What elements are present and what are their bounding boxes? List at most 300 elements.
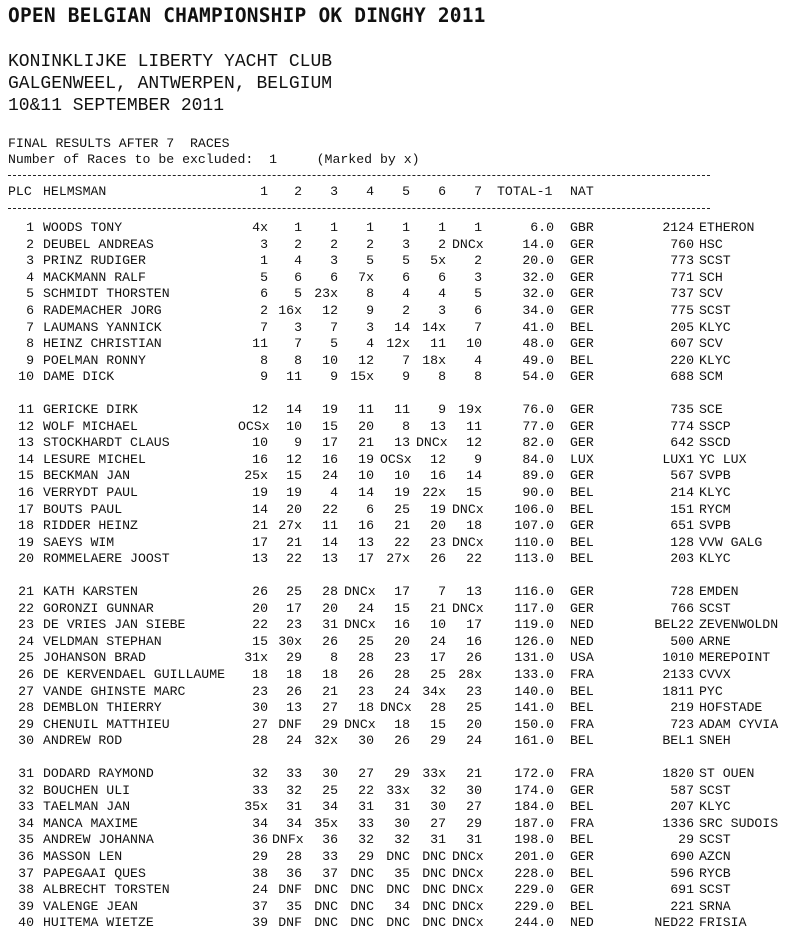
cell-club: SNEH	[699, 733, 731, 749]
cell-race-3: DNC	[314, 915, 338, 931]
cell-race-6: 7	[438, 584, 446, 599]
cell-race-3: 8	[330, 650, 338, 666]
cell-nat: BEL	[570, 865, 594, 881]
cell-race-6: 3	[438, 303, 446, 318]
cell-race-7: 9	[474, 451, 482, 467]
cell-race-5: 6	[402, 269, 410, 285]
cell-race-6: 31	[430, 832, 446, 848]
cell-sail-number: 1820	[662, 766, 694, 781]
cell-race-2: 24	[286, 733, 302, 749]
cell-helmsman: HEINZ CHRISTIAN	[43, 336, 162, 352]
cell-race-7: 7	[474, 319, 482, 335]
cell-sail-number: 775	[670, 303, 694, 318]
cell-race-4: 31	[358, 799, 374, 815]
cell-sail-number: 214	[670, 485, 694, 500]
col-race-4: 4	[366, 184, 374, 199]
cell-sail-number: 723	[670, 716, 694, 732]
cell-race-4: 33	[358, 815, 374, 831]
cell-race-4: 17	[358, 551, 374, 567]
cell-race-5: 16	[394, 617, 410, 633]
col-plc: PLC	[8, 184, 32, 199]
cell-race-6: 19	[430, 501, 446, 517]
cell-race-7: 31	[466, 832, 482, 848]
cell-race-7: 20	[466, 716, 482, 732]
cell-nat: LUX	[570, 451, 594, 467]
cell-total: 117.0	[514, 600, 554, 616]
cell-sail-number: 766	[670, 600, 694, 616]
cell-nat: BEL	[570, 501, 594, 517]
cell-race-5: 11	[394, 402, 410, 417]
cell-race-4: 28	[358, 650, 374, 666]
cell-total: 6.0	[530, 220, 554, 235]
cell-plc: 37	[18, 865, 34, 881]
cell-club: CVVX	[699, 667, 731, 682]
cell-sail-number: 219	[670, 700, 694, 716]
cell-race-2: 35	[286, 898, 302, 914]
cell-race-7: 23	[466, 683, 482, 699]
cell-total: 14.0	[522, 236, 554, 252]
cell-race-6: 29	[430, 733, 446, 749]
cell-race-5: 4	[402, 286, 410, 302]
cell-nat: FRA	[570, 815, 594, 831]
cell-race-5: OCSx	[380, 451, 412, 467]
cell-race-7: DNCx	[452, 236, 484, 252]
cell-race-1: 27	[252, 716, 268, 732]
cell-race-3: 12	[322, 303, 338, 318]
cell-race-3: DNC	[314, 898, 338, 914]
cell-total: 84.0	[522, 451, 554, 467]
cell-race-7: 14	[466, 468, 482, 484]
table-row	[0, 452, 800, 468]
cell-race-2: 7	[294, 336, 302, 352]
cell-race-5: 35	[394, 865, 410, 881]
cell-race-3: 36	[322, 832, 338, 848]
cell-helmsman: GERICKE DIRK	[43, 402, 138, 417]
cell-race-5: 10	[394, 468, 410, 484]
cell-race-3: 21	[322, 683, 338, 699]
cell-race-3: 34	[322, 799, 338, 815]
cell-race-2: DNF	[278, 915, 302, 931]
cell-race-4: 26	[358, 667, 374, 682]
col-race-3: 3	[330, 184, 338, 199]
cell-race-6: 27	[430, 815, 446, 831]
cell-club: KLYC	[699, 319, 731, 335]
cell-race-4: DNCx	[344, 584, 376, 599]
cell-total: 198.0	[514, 832, 554, 848]
cell-total: 187.0	[514, 815, 554, 831]
cell-race-3: 23x	[314, 286, 338, 302]
cell-club: SSCD	[699, 435, 731, 451]
cell-total: 150.0	[514, 716, 554, 732]
table-row	[0, 799, 800, 815]
cell-race-6: 6	[438, 269, 446, 285]
cell-sail-number: 737	[670, 286, 694, 302]
table-row	[0, 320, 800, 336]
cell-race-6: 25	[430, 667, 446, 682]
cell-race-6: DNC	[422, 849, 446, 864]
table-row	[0, 303, 800, 319]
cell-race-4: 10	[358, 468, 374, 484]
cell-race-5: 2	[402, 303, 410, 318]
cell-race-1: 26	[252, 584, 268, 599]
cell-helmsman: CHENUIL MATTHIEU	[43, 716, 170, 732]
table-row	[0, 766, 800, 782]
cell-club: FRISIA	[699, 915, 747, 931]
cell-race-7: 8	[474, 369, 482, 385]
cell-race-5: 22	[394, 534, 410, 550]
cell-race-6: 2	[438, 236, 446, 252]
cell-race-4: 13	[358, 534, 374, 550]
cell-plc: 28	[18, 700, 34, 716]
cell-plc: 21	[18, 584, 34, 599]
cell-helmsman: ANDREW ROD	[43, 733, 123, 749]
cell-plc: 25	[18, 650, 34, 666]
cell-race-5: 34	[394, 898, 410, 914]
cell-race-2: 33	[286, 766, 302, 781]
cell-total: 244.0	[514, 915, 554, 931]
cell-race-4: DNC	[350, 882, 374, 898]
cell-race-7: 15	[466, 485, 482, 500]
cell-club: KLYC	[699, 799, 731, 815]
cell-race-6: 1	[438, 220, 446, 235]
cell-nat: GER	[570, 336, 594, 352]
cell-helmsman: BOUCHEN ULI	[43, 782, 131, 798]
cell-race-2: 2	[294, 236, 302, 252]
table-row	[0, 353, 800, 369]
header-divider-bottom	[8, 208, 710, 209]
table-row	[0, 518, 800, 534]
cell-race-7: DNCx	[452, 501, 484, 517]
cell-sail-number: 774	[670, 418, 694, 434]
cell-race-3: 19	[322, 402, 338, 417]
cell-race-5: DNC	[386, 849, 410, 864]
cell-nat: GBR	[570, 220, 594, 235]
cell-total: 34.0	[522, 303, 554, 318]
cell-race-2: 27x	[278, 518, 302, 534]
cell-helmsman: VERRYDT PAUL	[43, 485, 138, 500]
cell-race-7: 18	[466, 518, 482, 534]
cell-race-3: 14	[322, 534, 338, 550]
cell-race-3: 28	[322, 584, 338, 599]
cell-race-6: 13	[430, 418, 446, 434]
cell-nat: BEL	[570, 700, 594, 716]
cell-total: 140.0	[514, 683, 554, 699]
cell-race-6: 22x	[422, 485, 446, 500]
cell-total: 116.0	[514, 584, 554, 599]
cell-total: 113.0	[514, 551, 554, 567]
cell-race-2: 23	[286, 617, 302, 633]
cell-sail-number: 771	[670, 269, 694, 285]
cell-race-3: 24	[322, 468, 338, 484]
cell-sail-number: 500	[670, 633, 694, 649]
cell-race-5: 1	[402, 220, 410, 235]
cell-race-5: 19	[394, 485, 410, 500]
cell-race-5: 30	[394, 815, 410, 831]
cell-nat: GER	[570, 584, 594, 599]
cell-race-3: 18	[322, 667, 338, 682]
table-row	[0, 899, 800, 915]
cell-race-1: 2	[260, 303, 268, 318]
cell-helmsman: ALBRECHT TORSTEN	[43, 882, 170, 898]
cell-race-6: 33x	[422, 766, 446, 781]
cell-race-1: OCSx	[238, 418, 270, 434]
cell-race-5: 5	[402, 253, 410, 269]
table-row	[0, 650, 800, 666]
cell-race-2: 12	[286, 451, 302, 467]
cell-race-2: 25	[286, 584, 302, 599]
cell-race-5: 15	[394, 600, 410, 616]
table-row	[0, 584, 800, 600]
cell-race-6: 15	[430, 716, 446, 732]
table-row	[0, 502, 800, 518]
table-row	[0, 286, 800, 302]
cell-race-1: 13	[252, 551, 268, 567]
cell-race-4: 16	[358, 518, 374, 534]
cell-club: MEREPOINT	[699, 650, 771, 666]
cell-race-6: 28	[430, 700, 446, 716]
cell-race-1: 19	[252, 485, 268, 500]
cell-race-3: 3	[330, 253, 338, 269]
cell-nat: GER	[570, 369, 594, 385]
cell-race-3: 33	[322, 849, 338, 864]
cell-sail-number: 1811	[662, 683, 694, 699]
cell-plc: 8	[26, 336, 34, 352]
cell-total: 77.0	[522, 418, 554, 434]
cell-total: 32.0	[522, 269, 554, 285]
table-row	[0, 866, 800, 882]
cell-race-2: 26	[286, 683, 302, 699]
cell-race-2: 13	[286, 700, 302, 716]
cell-race-4: 9	[366, 303, 374, 318]
cell-sail-number: 688	[670, 369, 694, 385]
cell-sail-number: 29	[678, 832, 694, 848]
cell-race-7: 24	[466, 733, 482, 749]
cell-nat: NED	[570, 617, 594, 633]
cell-race-3: 25	[322, 782, 338, 798]
cell-plc: 12	[18, 418, 34, 434]
cell-plc: 31	[18, 766, 34, 781]
cell-helmsman: SCHMIDT THORSTEN	[43, 286, 170, 302]
cell-sail-number: 128	[670, 534, 694, 550]
cell-total: 228.0	[514, 865, 554, 881]
table-row	[0, 369, 800, 385]
table-row	[0, 419, 800, 435]
cell-sail-number: 220	[670, 352, 694, 368]
cell-club: HOFSTADE	[699, 700, 763, 716]
cell-club: SVPB	[699, 468, 731, 484]
table-row	[0, 717, 800, 733]
cell-club: SRNA	[699, 898, 731, 914]
cell-helmsman: VELDMAN STEPHAN	[43, 633, 162, 649]
cell-sail-number: 651	[670, 518, 694, 534]
cell-race-5: 21	[394, 518, 410, 534]
cell-race-4: 32	[358, 832, 374, 848]
cell-plc: 24	[18, 633, 34, 649]
cell-helmsman: DODARD RAYMOND	[43, 766, 154, 781]
cell-race-2: DNF	[278, 716, 302, 732]
cell-total: 32.0	[522, 286, 554, 302]
cell-race-2: 11	[286, 369, 302, 385]
cell-nat: USA	[570, 650, 594, 666]
cell-plc: 9	[26, 352, 34, 368]
cell-club: SVPB	[699, 518, 731, 534]
cell-sail-number: 151	[670, 501, 694, 517]
cell-club: SCST	[699, 882, 731, 898]
club-name: KONINKLIJKE LIBERTY YACHT CLUB	[8, 52, 333, 72]
cell-race-5: 27x	[386, 551, 410, 567]
cell-race-3: DNC	[314, 882, 338, 898]
cell-race-1: 30	[252, 700, 268, 716]
cell-total: 89.0	[522, 468, 554, 484]
cell-sail-number: 203	[670, 551, 694, 567]
cell-race-1: 37	[252, 898, 268, 914]
cell-plc: 17	[18, 501, 34, 517]
cell-race-7: DNCx	[452, 882, 484, 898]
cell-helmsman: LESURE MICHEL	[43, 451, 146, 467]
cell-race-6: 32	[430, 782, 446, 798]
cell-helmsman: RADEMACHER JORG	[43, 303, 162, 318]
cell-nat: GER	[570, 849, 594, 864]
cell-total: 229.0	[514, 898, 554, 914]
cell-race-1: 6	[260, 286, 268, 302]
cell-race-5: DNC	[386, 882, 410, 898]
cell-race-5: 26	[394, 733, 410, 749]
col-race-7: 7	[474, 184, 482, 199]
cell-club: RYCM	[699, 501, 731, 517]
cell-club: SCM	[699, 369, 723, 385]
cell-race-6: 21	[430, 600, 446, 616]
cell-sail-number: 690	[670, 849, 694, 864]
cell-nat: BEL	[570, 551, 594, 567]
cell-club: KLYC	[699, 352, 731, 368]
page-title: OPEN BELGIAN CHAMPIONSHIP OK DINGHY 2011	[8, 4, 486, 27]
cell-helmsman: ANDREW JOHANNA	[43, 832, 154, 848]
cell-race-1: 14	[252, 501, 268, 517]
cell-race-1: 23	[252, 683, 268, 699]
cell-club: ADAM CYVIA	[699, 716, 779, 732]
cell-club: SCV	[699, 336, 723, 352]
cell-race-6: 9	[438, 402, 446, 417]
cell-plc: 30	[18, 733, 34, 749]
cell-sail-number: 691	[670, 882, 694, 898]
cell-race-5: DNC	[386, 915, 410, 931]
cell-race-7: 6	[474, 303, 482, 318]
cell-race-4: 1	[366, 220, 374, 235]
cell-race-4: 7x	[358, 269, 374, 285]
cell-plc: 10	[18, 369, 34, 385]
cell-race-1: 38	[252, 865, 268, 881]
cell-race-2: 4	[294, 253, 302, 269]
cell-race-6: 16	[430, 468, 446, 484]
cell-plc: 1	[26, 220, 34, 235]
cell-race-1: 28	[252, 733, 268, 749]
cell-race-5: 3	[402, 236, 410, 252]
cell-race-5: 29	[394, 766, 410, 781]
table-row	[0, 468, 800, 484]
cell-plc: 39	[18, 898, 34, 914]
cell-helmsman: GORONZI GUNNAR	[43, 600, 154, 616]
cell-race-7: 13	[466, 584, 482, 599]
cell-race-1: 7	[260, 319, 268, 335]
cell-race-6: 18x	[422, 352, 446, 368]
cell-nat: FRA	[570, 716, 594, 732]
cell-plc: 29	[18, 716, 34, 732]
cell-race-2: 28	[286, 849, 302, 864]
cell-club: RYCB	[699, 865, 731, 881]
cell-race-4: DNC	[350, 915, 374, 931]
cell-plc: 36	[18, 849, 34, 864]
cell-race-1: 4x	[252, 220, 268, 235]
cell-total: 110.0	[514, 534, 554, 550]
cell-race-6: 17	[430, 650, 446, 666]
cell-race-7: DNCx	[452, 865, 484, 881]
cell-helmsman: MACKMANN RALF	[43, 269, 146, 285]
cell-race-4: 30	[358, 733, 374, 749]
cell-race-4: 29	[358, 849, 374, 864]
cell-club: ETHERON	[699, 220, 755, 235]
cell-race-7: 21	[466, 766, 482, 781]
cell-race-5: 17	[394, 584, 410, 599]
cell-club: YC LUX	[699, 451, 747, 467]
cell-race-1: 31x	[244, 650, 268, 666]
cell-helmsman: HUITEMA WIETZE	[43, 915, 154, 931]
cell-race-7: 2	[474, 253, 482, 269]
cell-race-3: 31	[322, 617, 338, 633]
cell-race-4: 18	[358, 700, 374, 716]
cell-helmsman: BOUTS PAUL	[43, 501, 123, 517]
cell-race-7: 26	[466, 650, 482, 666]
col-total: TOTAL-1	[497, 184, 553, 199]
cell-race-3: 2	[330, 236, 338, 252]
cell-race-6: 30	[430, 799, 446, 815]
cell-nat: BEL	[570, 733, 594, 749]
cell-total: 82.0	[522, 435, 554, 451]
cell-nat: GER	[570, 600, 594, 616]
cell-total: 131.0	[514, 650, 554, 666]
cell-race-2: DNF	[278, 882, 302, 898]
cell-race-6: 12	[430, 451, 446, 467]
cell-plc: 13	[18, 435, 34, 451]
cell-sail-number: 642	[670, 435, 694, 451]
cell-total: 133.0	[514, 667, 554, 682]
cell-helmsman: PRINZ RUDIGER	[43, 253, 146, 269]
event-dates: 10&11 SEPTEMBER 2011	[8, 96, 225, 116]
cell-total: 107.0	[514, 518, 554, 534]
cell-helmsman: VANDE GHINSTE MARC	[43, 683, 186, 699]
cell-race-4: DNCx	[344, 716, 376, 732]
cell-race-7: 19x	[458, 402, 482, 417]
cell-race-4: 19	[358, 451, 374, 467]
cell-total: 141.0	[514, 700, 554, 716]
cell-club: PYC	[699, 683, 723, 699]
table-row	[0, 832, 800, 848]
cell-race-1: 1	[260, 253, 268, 269]
cell-club: SCST	[699, 303, 731, 318]
cell-helmsman: KATH KARSTEN	[43, 584, 138, 599]
cell-race-3: 35x	[314, 815, 338, 831]
cell-nat: GER	[570, 435, 594, 451]
table-row	[0, 237, 800, 253]
cell-race-4: 25	[358, 633, 374, 649]
cell-club: SCH	[699, 269, 723, 285]
cell-race-3: 10	[322, 352, 338, 368]
cell-nat: GER	[570, 782, 594, 798]
cell-race-5: 9	[402, 369, 410, 385]
cell-race-3: 17	[322, 435, 338, 451]
cell-helmsman: WOLF MICHAEL	[43, 418, 138, 434]
table-row	[0, 634, 800, 650]
cell-race-5: 12x	[386, 336, 410, 352]
